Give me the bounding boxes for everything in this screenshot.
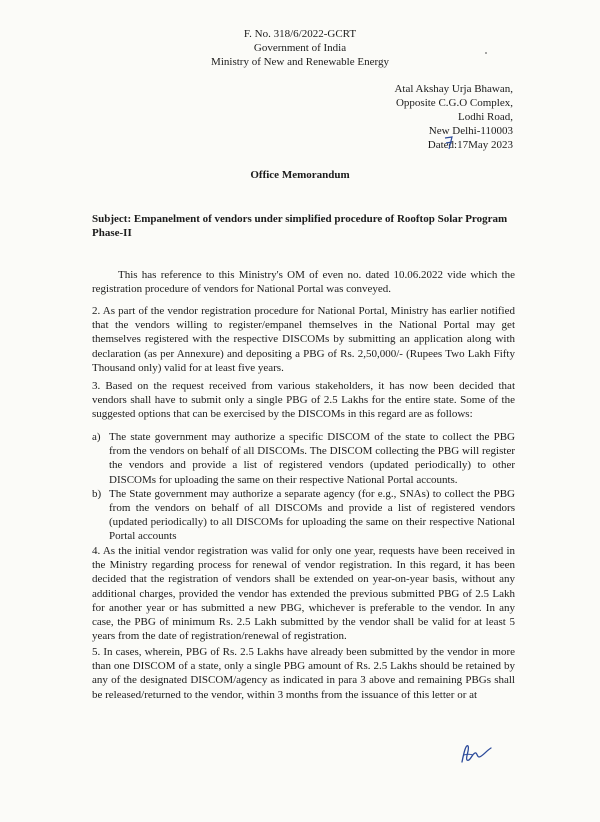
scan-speck — [485, 52, 487, 54]
option-b-text: The State government may authorize a separate agency (for e.g., SNAs) to collect the PBG from the vendors on behalf of all DISCOMs and provide a list of registered vendors (updated periodically) to all DISCOMs for uploading the same on their respective National Portal accounts — [109, 487, 515, 543]
paragraph-4: 4. As the initial vendor registration was valid for only one year, requests have been received in the Ministry regarding process for renewal of vendor registration. In this regard, it has been decided that the registration of vendors shall be extended on year-on-year basis, without any additional charges, provided the vendor has extended the previous submitted PBG of 2.5 Lakh for another year or has submitted a new PBG, whichever is preferable to the vendor. In any case, the PBG of minimum Rs. 2.5 Lakh submitted by the vendor shall be valid for at least 5 years from the date of registration/renewal of registration. — [92, 545, 515, 643]
option-a — [92, 430, 515, 487]
option-a-text: The state government may authorize a specific DISCOM of the state to collect the PBG from the vendors on behalf of all DISCOMs. The DISCOM collecting the PBG will register the vendors and provide a list of registered vendors (updated periodically) to other DISCOMs for uploading the same on their respective National Portal accounts. — [109, 431, 515, 486]
signature-initials-icon — [458, 740, 498, 766]
paragraph-2: 2. As part of the vendor registration procedure for National Portal, Ministry has earlier notified that the vendors willing to register/empanel themselves in the National Portal may get themselves registered with the respective DISCOMs by submitting an application along with declaration (as per Annexure) and depositing a PBG of Rs. 2,50,000/- (Rupees Two Lakh Fifty Thousand only) valid for at least five years. — [92, 305, 515, 374]
memo-subject: Subject: Empanelment of vendors under simplified procedure of Rooftop Solar Program Phase-II — [92, 213, 508, 239]
paragraph-1-text: This has reference to this Ministry's OM of even no. dated 10.06.2022 vide which the registration procedure of vendors for National Portal was conveyed. — [92, 269, 515, 296]
handwritten-date-mark — [443, 135, 454, 151]
option-b — [92, 487, 515, 544]
file-number: F. No. 318/6/2022-GCRT — [243, 28, 357, 40]
ministry-line: Ministry of New and Renewable Energy — [211, 56, 389, 68]
option-a-marker: a) — [92, 431, 101, 443]
memo-date: Dated:17May 2023 — [427, 139, 513, 151]
address-line-4: New Delhi-110003 — [428, 125, 513, 137]
paragraph-5: 5. In cases, wherein, PBG of Rs. 2.5 Lakhs have already been submitted by the vendor in more than one DISCOM of a state, only a single PBG amount of Rs. 2.5 Lakhs should be retained by any of the designated DISCOM/agency as indicated in para 3 above and remaining PBGs shall be released/returned to the vendor, within 3 months from the issuance of this letter or at — [92, 646, 515, 701]
address-line-1: Atal Akshay Urja Bhawan, — [394, 83, 513, 95]
address-line-3: Lodhi Road, — [458, 111, 513, 123]
option-b-marker: b) — [92, 487, 102, 500]
letterhead — [0, 27, 600, 69]
paragraph-3: 3. Based on the request received from various stakeholders, it has now been decided that vendors shall have to submit only a single PBG of 2.5 Lakhs for the entire state. Some of the suggested options that can be exercised by the DISCOMs in this regard are as follows: — [92, 380, 515, 421]
government-line: Government of India — [253, 42, 347, 54]
paragraph-1 — [92, 268, 515, 296]
options-list — [92, 430, 515, 544]
address-line-2: Opposite C.G.O Complex, — [395, 97, 513, 109]
memo-title: Office Memorandum — [250, 169, 350, 181]
